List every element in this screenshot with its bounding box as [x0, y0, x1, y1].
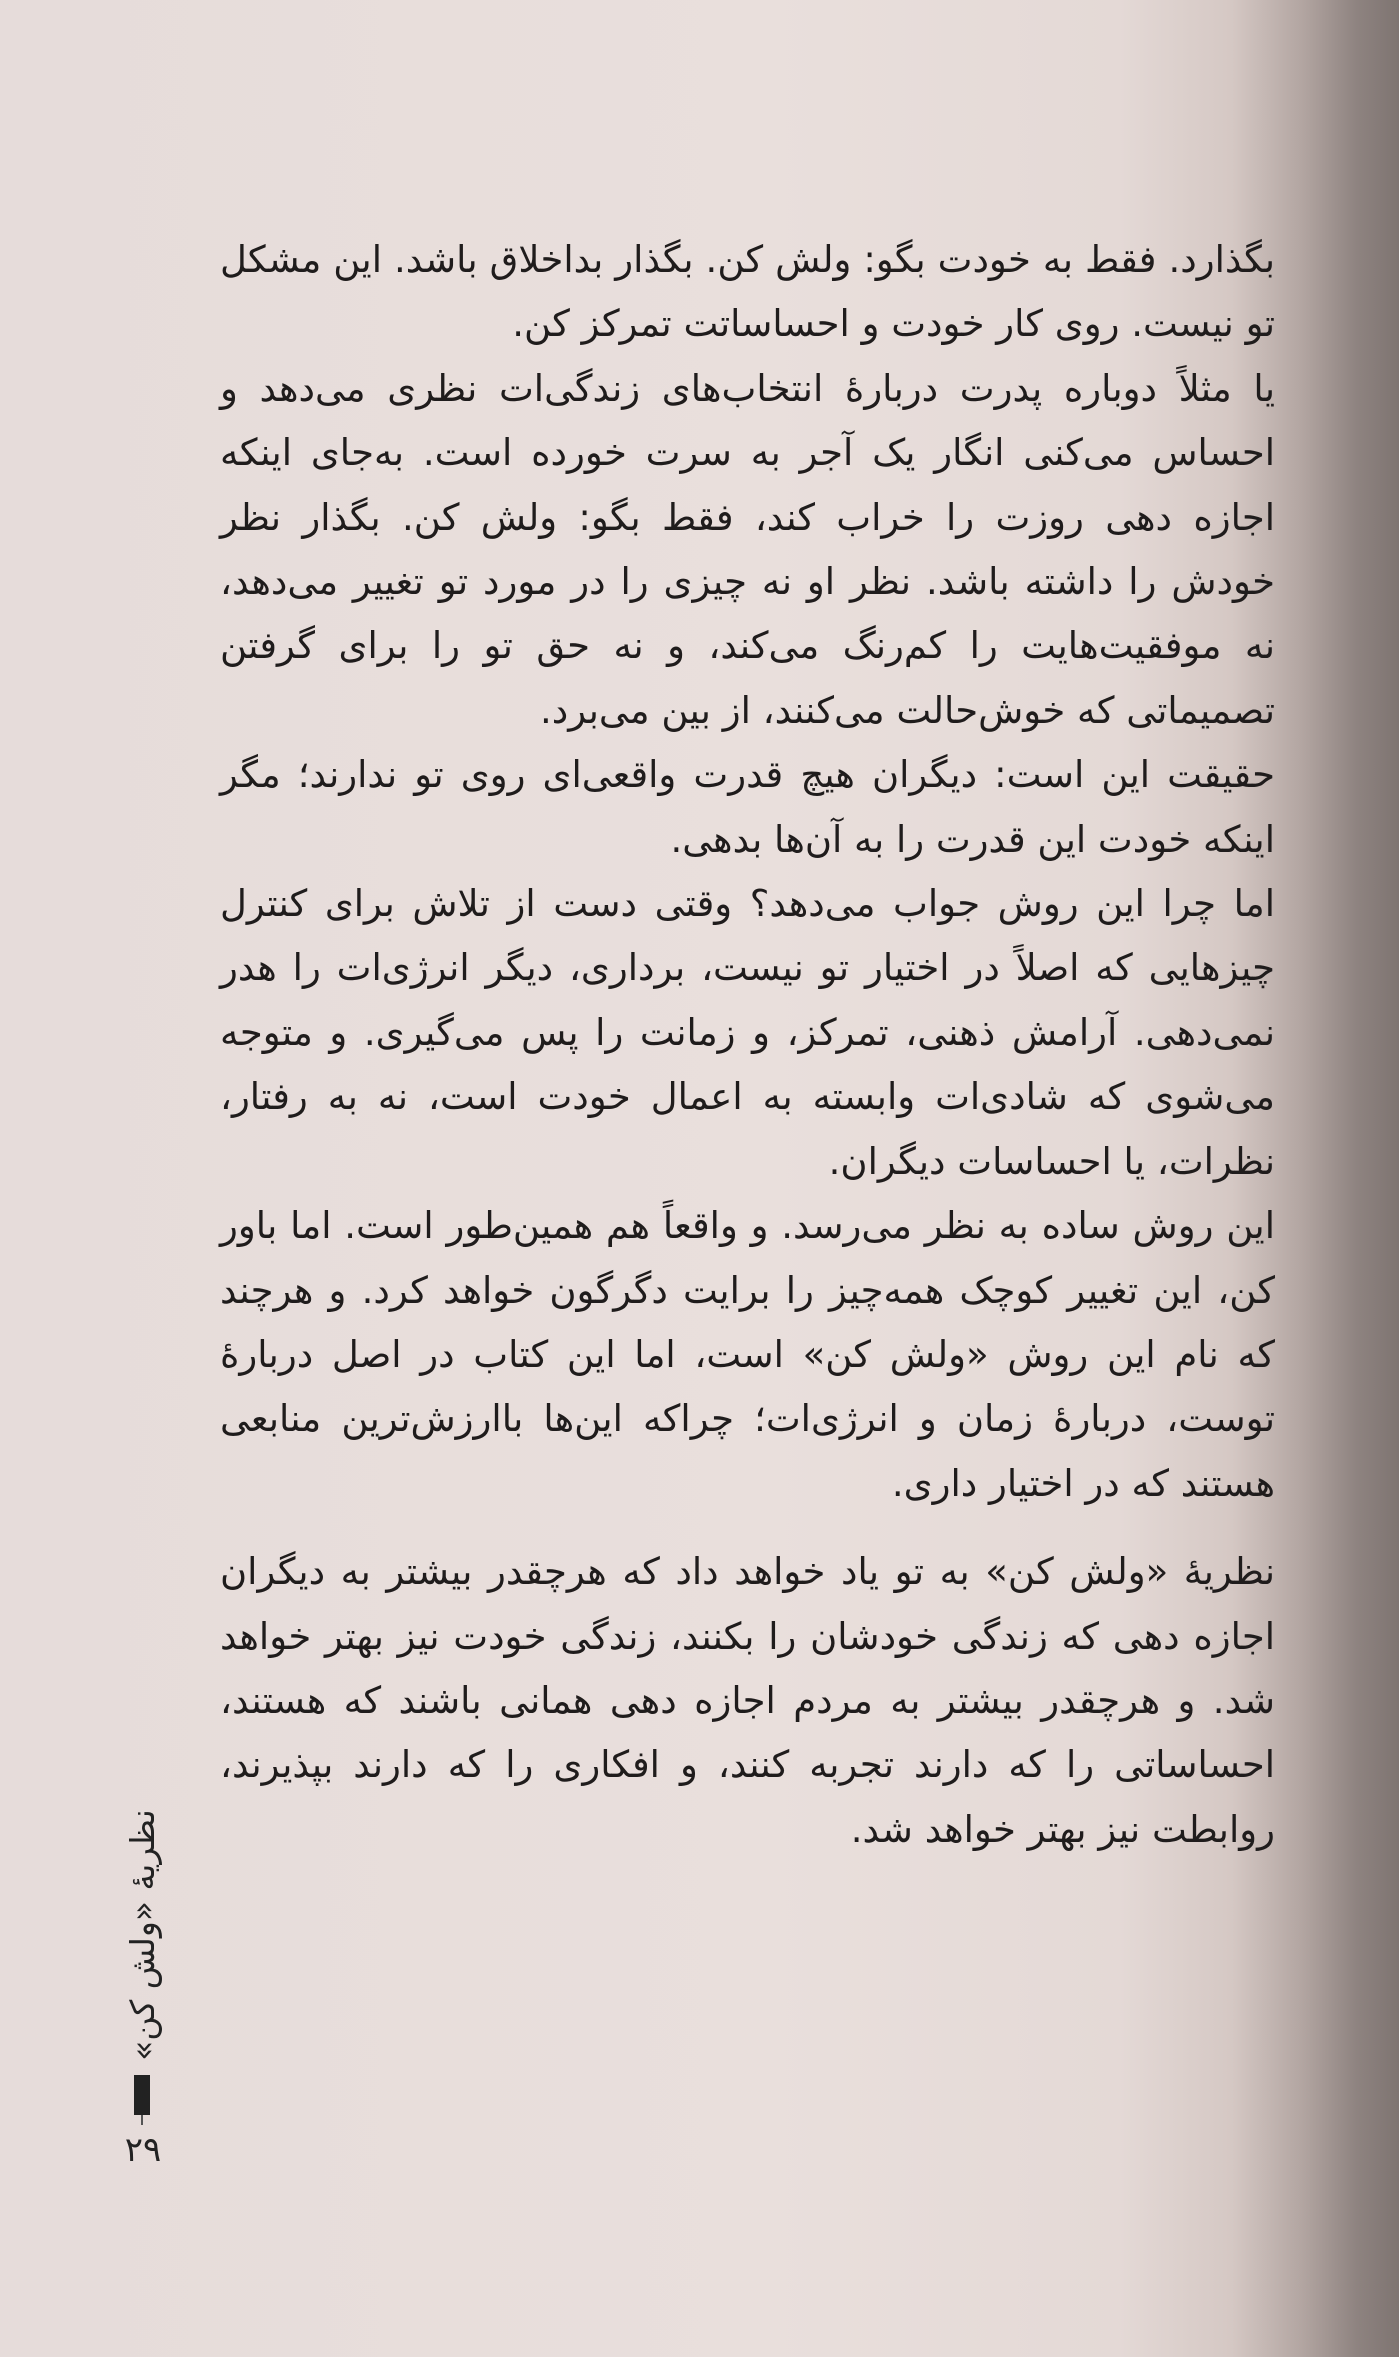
page-body-text — [220, 228, 1275, 1862]
paragraph-3: حقیقت این است: دیگران هیچ قدرت واقعی‌ای روی تو ندارند؛ مگر اینکه خودت این قدرت را به آن‌ها بدهی. — [220, 753, 1275, 861]
running-title: نظریهٔ «ولش کن» — [123, 1809, 162, 2061]
paragraph-5: این روش ساده به نظر می‌رسد. و واقعاً هم همین‌طور است. اما باور کن، این تغییر کوچک همه‌چیز را برایت دگرگون خواهد کرد. و هرچند که نام این روش «ولش کن» است، اما این کتاب در اصل دربارهٔ توست، دربارهٔ زمان و انرژی‌ات؛ چراکه این‌ها باارزش‌ترین منابعی هستند که در اختیار داری. — [220, 1204, 1275, 1505]
paragraph-2: یا مثلاً دوباره پدرت دربارهٔ انتخاب‌های زندگی‌ات نظری می‌دهد و احساس می‌کنی انگار یک آجر به سرت خورده است. به‌جای اینکه اجازه دهی روزت را خراب کند، فقط بگو: ولش کن. بگذار نظر خودش را داشته باشد. نظر او نه چیزی را در مورد تو تغییر می‌دهد، نه موفقیت‌هایت را کم‌رنگ می‌کند، و نه حق تو را برای گرفتن تصمیماتی که خوش‌حالت می‌کنند، از بین می‌برد. — [220, 366, 1275, 732]
page-number: ۲۹ — [124, 2130, 162, 2170]
running-title-marker — [134, 2075, 150, 2115]
running-title-rule — [141, 2115, 143, 2125]
paragraph-6: نظریهٔ «ولش کن» به تو یاد خواهد داد که هرچقدر بیشتر به دیگران اجازه دهی که زندگی خودشان را بکنند، زندگی خودت نیز بهتر خواهد شد. و هرچقدر بیشتر به مردم اجازه دهی همانی باشند که هستند، احساساتی را که دارند تجربه کنند، و افکاری را که دارند بپذیرند، روابطت نیز بهتر خواهد شد. — [220, 1550, 1275, 1851]
paragraph-4: اما چرا این روش جواب می‌دهد؟ وقتی دست از تلاش برای کنترل چیزهایی که اصلاً در اختیار تو نیست، برداری، دیگر انرژی‌ات را هدر نمی‌دهی. آرامش ذهنی، تمرکز، و زمانت را پس می‌گیری. و متوجه می‌شوی که شادی‌ات وابسته به اعمال خودت است، نه به رفتار، نظرات، یا احساسات دیگران. — [220, 882, 1275, 1183]
paragraph-1: بگذارد. فقط به خودت بگو: ولش کن. بگذار بداخلاق باشد. این مشکل تو نیست. روی کار خودت و احساساتت تمرکز کن. — [220, 238, 1275, 346]
